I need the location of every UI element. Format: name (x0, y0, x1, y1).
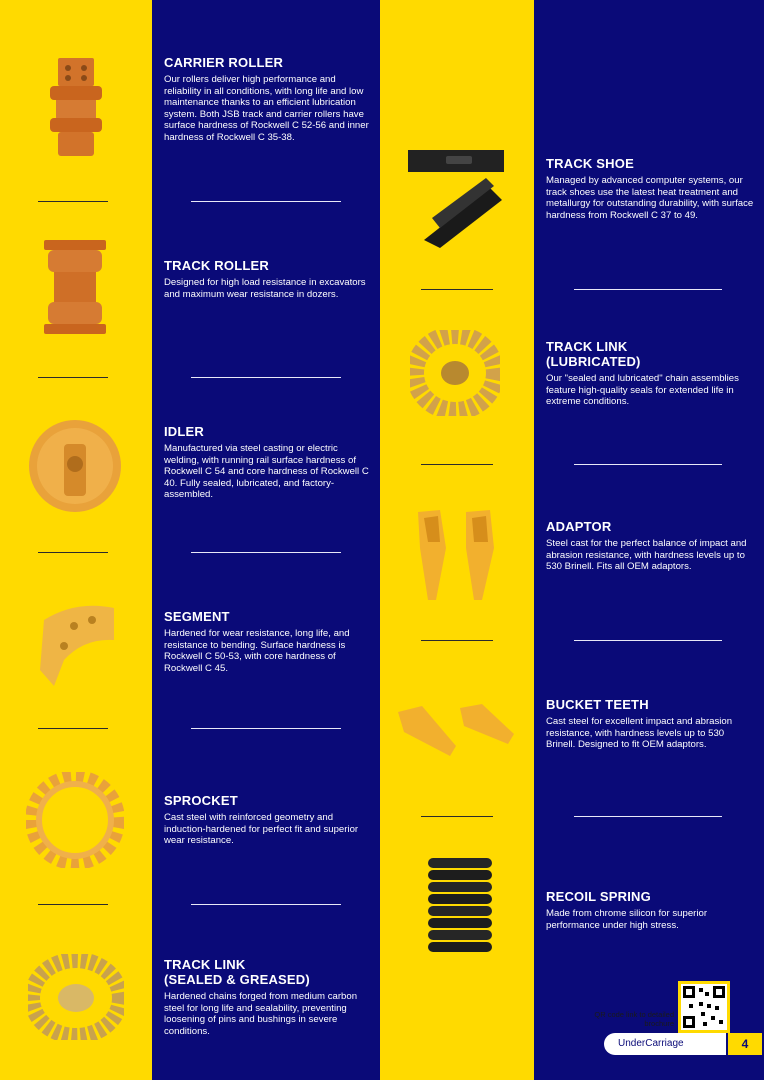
product-title: TRACK LINK (164, 957, 246, 972)
product-description: Manufactured via steel casting or electric welding, with running rail surface hardness of Rockwell C 54 and core hardness of Rockwell C 40. Fully sealed, lubricated, and factory-assembled. (164, 443, 369, 501)
track-roller-image (40, 238, 110, 336)
product-title: BUCKET TEETH (546, 697, 649, 712)
left-image-column (0, 0, 152, 1080)
product-track-roller (164, 258, 372, 300)
divider (191, 728, 341, 729)
left-text-column (152, 0, 380, 1080)
divider (421, 464, 493, 465)
recoil-spring-image (424, 852, 496, 964)
product-title: SEGMENT (164, 609, 230, 624)
product-description: Designed for high load resistance in excavators and maximum wear resistance in dozers. (164, 277, 366, 300)
product-description: Hardened chains forged from medium carbon steel for long life and sealability, preventing loosening of pins and bushings in severe conditions. (164, 991, 358, 1037)
adaptor-image (410, 508, 502, 604)
divider (38, 201, 108, 202)
qr-code[interactable] (678, 981, 730, 1033)
divider (38, 728, 108, 729)
divider (574, 464, 722, 465)
product-description: Cast steel for excellent impact and abrasion resistance, with hardness levels up to 530 Brinell. Designed to fit OEM adaptors. (546, 716, 733, 751)
divider (421, 640, 493, 641)
divider (38, 552, 108, 553)
divider (574, 289, 722, 290)
qr-note: QR code link to detailed brochure (594, 1010, 674, 1028)
product-bucket-teeth (546, 697, 756, 751)
track-link-lubricated-image (410, 330, 500, 416)
product-track-shoe (546, 156, 756, 221)
product-segment (164, 609, 372, 674)
footer-brand: UnderCarriage (618, 1038, 684, 1049)
divider (574, 640, 722, 641)
track-link-sealed-image (28, 954, 124, 1040)
product-title: TRACK ROLLER (164, 258, 269, 273)
product-description: Our rollers deliver high performance and reliability in all conditions, with long life and low maintenance thanks to an efficient lubrication system. Both JSB track and carrier rollers have surface hardness of Rockwell C 52-56 and inner hardness of Rockwell C 35-38. (164, 74, 369, 143)
product-title: CARRIER ROLLER (164, 55, 284, 70)
product-adaptor (546, 519, 756, 573)
carrier-roller-image (44, 56, 108, 160)
product-idler (164, 424, 372, 501)
product-track-link-lubricated (546, 339, 756, 408)
product-recoil-spring (546, 889, 756, 931)
divider (191, 904, 341, 905)
product-description: Hardened for wear resistance, long life, and resistance to bending. Surface hardness is Rockwell C 50-53, with core hardness of Rockwell C 45. (164, 628, 350, 674)
product-description: Cast steel with reinforced geometry and induction-hardened for perfect fit and superior wear resistance. (164, 812, 359, 847)
product-title: IDLER (164, 424, 204, 439)
product-title: ADAPTOR (546, 519, 612, 534)
divider (421, 289, 493, 290)
page-number: 4 (728, 1033, 762, 1055)
divider (574, 816, 722, 817)
divider (191, 377, 341, 378)
product-carrier-roller (164, 55, 372, 144)
product-sprocket (164, 793, 372, 847)
sprocket-image (26, 772, 124, 868)
idler-image (26, 418, 124, 514)
bucket-teeth-image (394, 702, 518, 758)
divider (191, 552, 341, 553)
product-description: Steel cast for the perfect balance of impact and abrasion resistance, with hardness levels up to 530 Brinell. Fits all OEM adaptors. (546, 538, 747, 573)
product-description: Made from chrome silicon for superior performance under high stress. (546, 908, 708, 931)
divider (38, 377, 108, 378)
divider (38, 904, 108, 905)
product-title: RECOIL SPRING (546, 889, 651, 904)
product-subtitle: (LUBRICATED) (546, 354, 641, 369)
product-title: TRACK LINK (546, 339, 628, 354)
qr-code-icon (681, 984, 727, 1030)
product-description: Managed by advanced computer systems, our track shoes use the latest heat treatment and metallurgy for outstanding durability, with surface hardness from Rockwell C 37 to 49. (546, 175, 754, 221)
segment-image (34, 600, 118, 692)
divider (191, 201, 341, 202)
product-track-link-sealed (164, 957, 372, 1037)
product-description: Our "sealed and lubricated" chain assemblies feature high-quality seals for extended life in extreme conditions. (546, 373, 739, 408)
product-subtitle: (SEALED & GREASED) (164, 972, 310, 987)
product-title: TRACK SHOE (546, 156, 634, 171)
track-shoe-image (406, 148, 506, 248)
product-title: SPROCKET (164, 793, 238, 808)
divider (421, 816, 493, 817)
